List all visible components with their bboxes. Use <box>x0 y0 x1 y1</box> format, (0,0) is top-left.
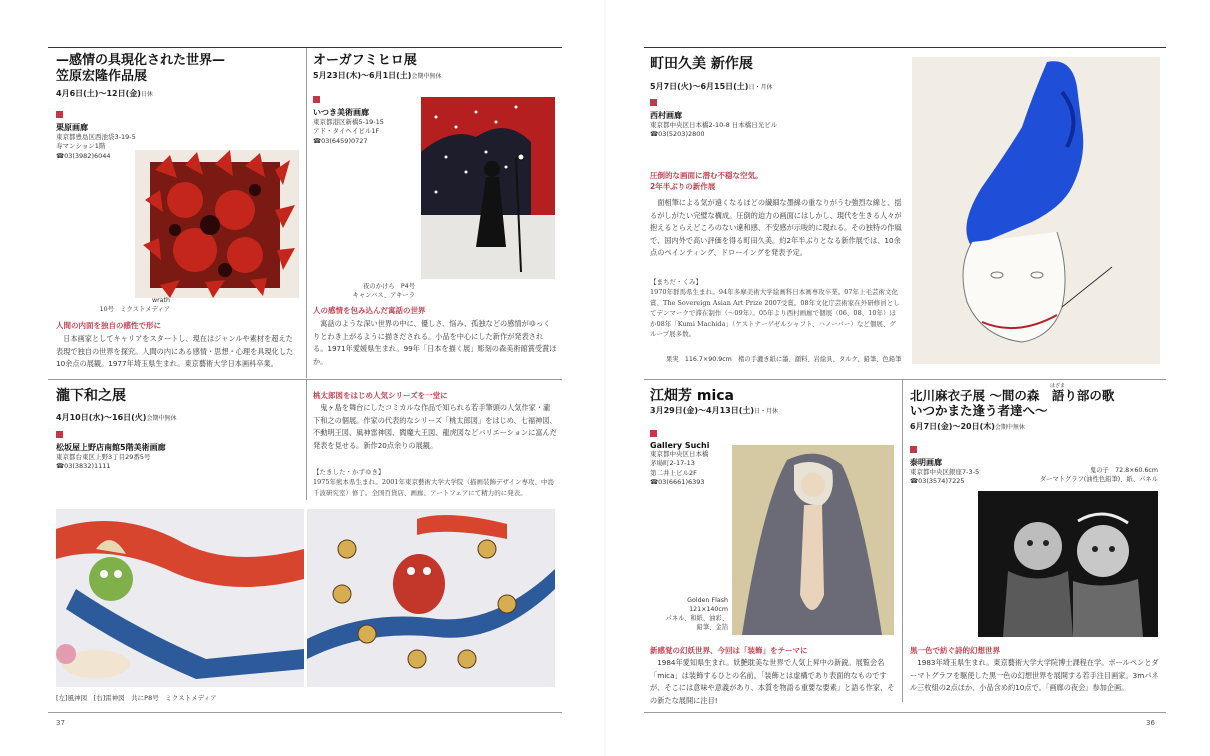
marker-square-icon <box>56 111 63 118</box>
column-divider <box>306 380 307 500</box>
exhibition-description: 日本画家としてキャリアをスタートし、現在はジャンルや素材を超えた表現で独自の世界を探究。人間の内にある感情・思想・心理を具現化した10余点の展観。1977年埼玉県生まれ。東京藝術大学日本画科卒業。 <box>56 334 294 369</box>
page-number: 36 <box>1146 719 1155 727</box>
title-ruby: はざま <box>1050 383 1066 389</box>
bottom-rule <box>48 712 562 713</box>
artwork-golden-flash <box>732 445 894 635</box>
exhibition-description: 1983年埼玉県生まれ。東京藝術大学大学院博士課程在学。ボールペンとダーマトグラフを駆使した黒一色の幻想世界を展開する若手注目画家。3mパネル三枚組の2点ほか、小品含め約10点で。「画廊の夜会」参加企画。 <box>910 658 1159 693</box>
gallery-name: 西村画廊 <box>650 111 682 120</box>
gallery-name: 泰明画廊 <box>910 458 942 467</box>
column-divider <box>306 48 307 378</box>
exhibition-dates: 5月23日(木)〜6月1日(土)会期中無休 <box>313 71 442 80</box>
artwork-caption: Golden Flash 121×140cm パネル、和紙、油彩、 鉛筆、金箔 <box>665 597 728 632</box>
gallery-name: いつき美術画廊 <box>313 108 369 117</box>
exhibition-lead: 人の感情を包み込んだ寓話の世界 <box>313 306 426 315</box>
left-page <box>0 0 604 756</box>
mid-rule <box>48 379 562 380</box>
artwork-oni-no-ko <box>978 491 1158 637</box>
gallery-address: 東京都台東区上野3丁目29番5号 ☎03(3832)1111 <box>56 453 151 471</box>
gallery-info <box>56 431 166 472</box>
top-rule <box>48 47 562 48</box>
gallery-address: 東京都豊島区西池袋3-19-5 寿マンション1階 ☎03(3982)6044 <box>56 133 136 160</box>
exhibition-description: 寓話のような深い世界の中に、優しさ、悩み、孤独などの感情がゆっくりとわき上がるように描きだされる。小品を中心にした新作が発表される。1971年愛媛県生まれ。99年「日本を描く展」彫刻の森美術館賞受賞ほか。 <box>313 319 557 366</box>
gallery-name: 栗原画廊 <box>56 123 88 132</box>
exhibition-lead: 人間の内面を独自の感性で形に <box>56 321 161 330</box>
mid-rule <box>644 379 1166 380</box>
exhibition-lead: 黒一色で紡ぐ詩的幻想世界 <box>910 646 1000 655</box>
exhibition-title: —感情の具現化された世界— 笠原宏隆作品展 <box>56 53 226 84</box>
gallery-address: 東京都港区新橋5-19-15 アド・タイヘイビル1F ☎03(6459)0727 <box>313 118 384 145</box>
gallery-info <box>910 446 979 487</box>
marker-square-icon <box>650 99 657 106</box>
exhibition-title: 瀧下和之展 <box>56 388 126 404</box>
artwork-caption: [左]風神図 [右]雷神図 共にP8号 ミクストメディア <box>56 694 217 702</box>
right-page <box>606 0 1210 756</box>
exhibition-dates: 6月7日(金)〜20日(木)会期中無休 <box>910 422 1025 431</box>
column-divider <box>902 380 903 702</box>
gallery-info <box>313 96 384 146</box>
exhibition-title: 町田久美 新作展 <box>650 56 753 72</box>
exhibition-description: 1984年愛知県生まれ。妖艶耽美な世界で人気上昇中の新鋭。展覧会名「mica」は装飾するひとの名前。「装飾とは虚構であり表面的なものですが、そこには意味や意義があり、本質を物語る重要な要素」と語る作家、その新たな展開に注目! <box>650 658 895 705</box>
marker-square-icon <box>650 430 657 437</box>
exhibition-dates: 3月29日(金)〜4月13日(土)日・月休 <box>650 406 779 415</box>
marker-square-icon <box>56 431 63 438</box>
exhibition-lead: 新感覚の幻妖世界、今回は「装飾」をテーマに <box>650 646 808 655</box>
artwork-kajitsu <box>912 57 1160 364</box>
artwork-raijin <box>307 509 555 687</box>
artwork-yoru-no-kakera <box>421 97 555 279</box>
artist-bio: 【まちだ・くみ】 1970年群馬県生まれ。94年多摩美術大学絵画科日本画専攻卒業。07年上毛芸術文化賞、The Sovereign Asian Art Prize 2007受賞。08年文化庁芸術家在外研修員としてデンマークで滞在制作（〜09年）。05年より西村画廊で個展（06、08、10年）ほか08年「Kumi Machida」（ケストナーゲゼルシャフト、ハノーバー）など個展、グループ展多数。 <box>650 278 900 338</box>
gallery-info <box>650 430 709 488</box>
exhibition-title: オーガフミヒロ展 <box>313 53 417 68</box>
page-number: 37 <box>56 719 65 727</box>
gallery-address: 東京都中央区銀座7-3-5 ☎03(3574)7225 <box>910 468 980 486</box>
exhibition-dates: 5月7日(火)〜6月15日(土)日・月休 <box>650 82 773 91</box>
top-rule <box>644 47 1166 48</box>
artwork-caption: 鬼の子 72.8×60.6cm ダーマトグラフ(油性色鉛筆)、紙、パネル <box>1039 467 1158 484</box>
bottom-rule <box>644 712 1166 713</box>
artwork-caption: 果実 116.7×90.9cm 楮の手漉き紙に墨、顔料、岩絵具、タルク、鉛筆、色鉛筆 <box>666 356 902 363</box>
exhibition-title: 北川麻衣子展 〜間の森 語り部の歌 いつかまた逢う者達へ〜 <box>910 388 1115 418</box>
gallery-address: 東京都中央区日本橋2-10-8 日本橋日光ビル ☎03(5203)2800 <box>650 121 778 139</box>
exhibition-description: 鬼ヶ島を舞台にしたコミカルな作品で知られる若手筆頭の人気作家・瀧下和之の個展。作家の代表的なシリーズ「桃太郎図」をはじめ、七福神図、不動明王図、風神雷神図、閻魔大王図、龍虎図などバリエーションに富んだ発表を見せる。新作20点余りの展観。 <box>313 403 557 450</box>
marker-square-icon <box>910 446 917 453</box>
artist-bio: 【たきした・かずゆき】 1975年熊本県生まれ。2001年東京藝術大学大学院（描画装飾デザイン専攻、中島千波研究室）修了。全国百貨店、画廊、アートフェアにて精力的に発表。 <box>313 468 555 497</box>
gallery-name: 松坂屋上野店南館5階美術画廊 <box>56 443 166 452</box>
artwork-caption: 夜のかけら P4号 キャンバス、アキーラ <box>352 283 415 300</box>
exhibition-description: 面相筆による気が遠くなるほどの繊細な墨線の重なりがうむ強烈な線と、揺るがしがたい完璧な構成。圧倒的迫力の画面にはしかし、現代を生きる人々が抱えるとらえどころのない違和感、不安感が示唆的に現れる。その独特の作風で、国内外で高い評価を得る町田久美。約2年半ぶりとなる新作展では、10余点のペインティング、ドローイングを発表予定。 <box>650 198 902 258</box>
exhibition-title: 江畑芳 mica <box>650 388 735 404</box>
gallery-address: 東京都中央区日本橋 茅場町2-17-13 第二井上ビル2F ☎03(6661)6393 <box>650 450 709 487</box>
artwork-wrath <box>135 150 299 298</box>
marker-square-icon <box>313 96 320 103</box>
exhibition-dates: 4月6日(土)〜12日(金)日休 <box>56 89 153 98</box>
artwork-fujin <box>56 509 304 687</box>
exhibition-lead: 圧倒的な画面に潜む不穏な空気。 2年半ぶりの新作展 <box>650 171 763 192</box>
exhibition-lead: 桃太郎図をはじめ人気シリーズを一堂に <box>313 391 448 400</box>
exhibition-dates: 4月10日(水)〜16日(火)会期中無休 <box>56 413 177 422</box>
artwork-caption: wrath 10号 ミクストメディア <box>99 297 170 314</box>
gallery-name: Gallery Suchi <box>650 441 710 450</box>
gallery-info <box>650 99 777 140</box>
gallery-info <box>56 111 136 161</box>
